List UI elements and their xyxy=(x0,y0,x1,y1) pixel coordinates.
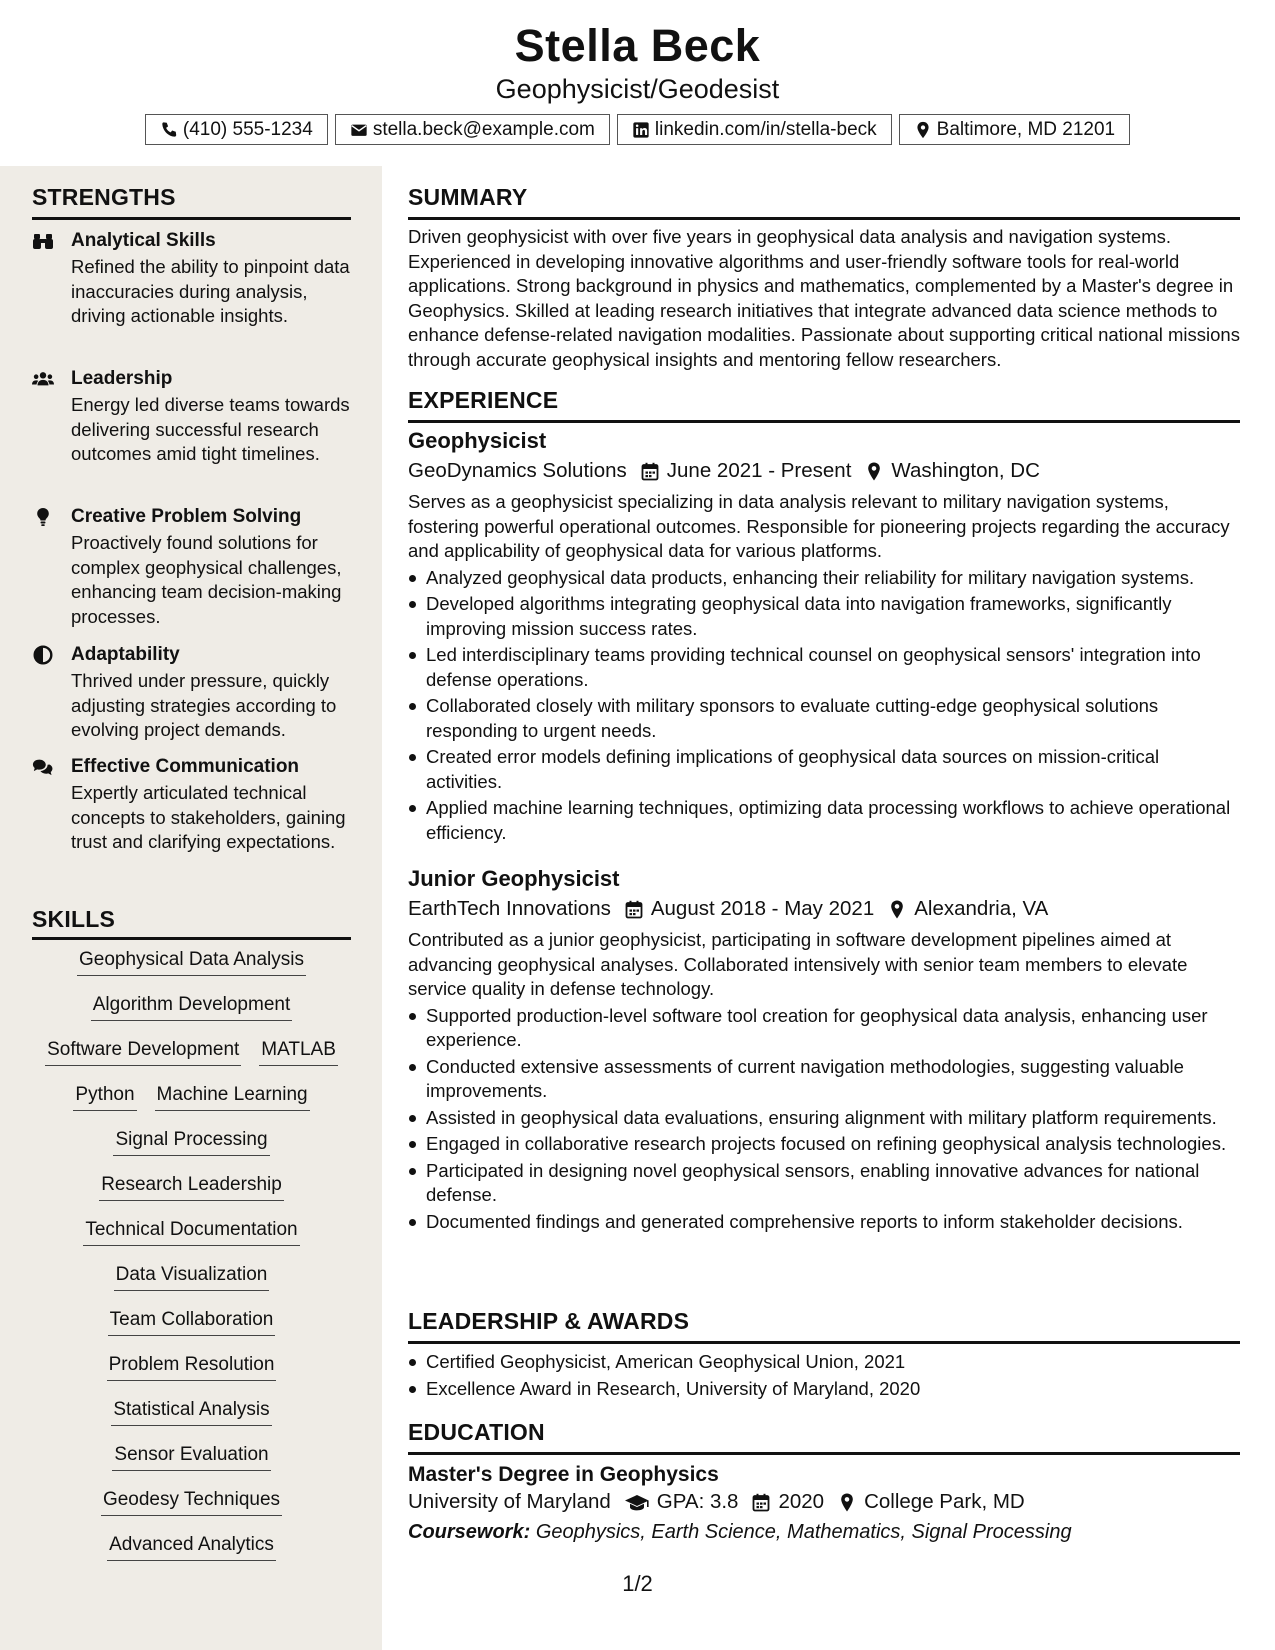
job-location: Washington, DC xyxy=(891,459,1040,482)
section-divider xyxy=(408,420,1240,423)
skill-tag: Algorithm Development xyxy=(91,993,292,1021)
binoculars-icon xyxy=(32,231,54,253)
skill-tag: MATLAB xyxy=(259,1038,338,1066)
contact-phone[interactable] xyxy=(145,114,328,145)
education-meta xyxy=(408,1490,1240,1514)
graduation-cap-icon xyxy=(625,1493,649,1512)
awards-title: LEADERSHIP & AWARDS xyxy=(408,1308,690,1334)
strengths-title: STRENGTHS xyxy=(32,184,176,210)
bullet-item: Analyzed geophysical data products, enhancing their reliability for military navigation systems. xyxy=(408,566,1240,591)
summary-title: SUMMARY xyxy=(408,184,528,210)
job-entry xyxy=(408,866,1240,1236)
strength-description: Refined the ability to pinpoint data inaccuracies during analysis, driving actionable insights. xyxy=(71,256,350,326)
education-location: College Park, MD xyxy=(864,1490,1025,1513)
bullet-item: Documented findings and generated comprehensive reports to inform stakeholder decisions. xyxy=(408,1210,1240,1235)
contact-email-text: stella.beck@example.com xyxy=(372,118,595,140)
degree-title: Master's Degree in Geophysics xyxy=(408,1463,719,1486)
job-dates: June 2021 - Present xyxy=(666,459,852,482)
calendar-icon xyxy=(752,1493,770,1512)
linkedin-icon xyxy=(632,121,650,139)
job-description: Contributed as a junior geophysicist, participating in software development pipelines aimed at advancing geophysical analyses. Collaborated intensively with senior team members to elevate service quality in defense technology. xyxy=(408,929,1188,999)
contact-linkedin-text: linkedin.com/in/stella-beck xyxy=(654,118,877,140)
skill-tag: Technical Documentation xyxy=(83,1218,299,1246)
job-bullets xyxy=(408,1004,1240,1235)
strength-title: Leadership xyxy=(71,368,173,389)
education-gpa: GPA: 3.8 xyxy=(656,1490,739,1513)
contact-location-text: Baltimore, MD 21201 xyxy=(936,118,1116,140)
coursework-list: Geophysics, Earth Science, Mathematics, Signal Processing xyxy=(535,1521,1072,1543)
skill-tag: Advanced Analytics xyxy=(107,1533,276,1561)
bullet-item: Supported production-level software tool creation for geophysical data analysis, enhancing user experience. xyxy=(408,1004,1240,1053)
bullet-item: Participated in designing novel geophysical sensors, enabling innovative advances for national defense. xyxy=(408,1159,1240,1208)
skill-tag: Sensor Evaluation xyxy=(112,1443,270,1471)
strength-title: Analytical Skills xyxy=(71,230,216,251)
section-divider xyxy=(408,217,1240,220)
skill-tag: Software Development xyxy=(45,1038,241,1066)
resume-header xyxy=(0,0,1275,166)
job-title: Geophysicist xyxy=(408,428,547,453)
job-meta xyxy=(408,897,1240,921)
bullet-item: Assisted in geophysical data evaluations, ensuring alignment with military platform requirements. xyxy=(408,1106,1240,1131)
experience-section-header xyxy=(408,387,1240,423)
summary-text: Driven geophysicist with over five years in geophysical data analysis and navigation systems. Experienced in developing innovative algorithms and user-friendly software tools for real-world applications. Strong background in physics and mathematics, complemented by a Master's degree in Geophysics. Skilled at leading research initiatives that integrate advanced data science methods to enhance defense-related navigation modalities. Passionate about supporting critical national missions through accurate geophysical insights and mentoring fellow researchers. xyxy=(408,226,1240,370)
job-description: Serves as a geophysicist specializing in data analysis relevant to military navigation systems, fostering powerful operational outcomes. Responsible for pioneering projects regarding the accuracy and applicability of geophysical data for various platforms. xyxy=(408,491,1230,561)
bullet-item: Created error models defining implications of geophysical data sources on mission-critical activities. xyxy=(408,745,1240,794)
skills-title: SKILLS xyxy=(32,906,115,932)
job-entry xyxy=(408,428,1240,847)
map-marker-icon xyxy=(914,121,932,139)
map-marker-icon xyxy=(838,1493,856,1512)
envelope-icon xyxy=(350,121,368,139)
bullet-item: Applied machine learning techniques, optimizing data processing workflows to achieve operational efficiency. xyxy=(408,796,1240,845)
school-name: University of Maryland xyxy=(408,1490,611,1513)
section-divider xyxy=(408,1341,1240,1344)
job-meta xyxy=(408,459,1240,483)
awards-list xyxy=(408,1350,1240,1401)
users-icon xyxy=(32,369,54,391)
skill-tag: Python xyxy=(73,1083,136,1111)
lightbulb-icon xyxy=(32,507,54,529)
skill-tag: Geodesy Techniques xyxy=(101,1488,282,1516)
calendar-icon xyxy=(625,900,643,919)
half-circle-icon xyxy=(32,645,54,667)
page-indicator: 1/2 xyxy=(622,1571,653,1596)
job-location: Alexandria, VA xyxy=(914,897,1049,920)
skill-tag: Geophysical Data Analysis xyxy=(77,948,306,976)
education-year: 2020 xyxy=(778,1490,825,1513)
bullet-item: Collaborated closely with military sponsors to evaluate cutting-edge geophysical solutions responding to urgent needs. xyxy=(408,694,1240,743)
coursework xyxy=(408,1521,1240,1544)
job-company: EarthTech Innovations xyxy=(408,897,611,920)
job-company: GeoDynamics Solutions xyxy=(408,459,627,482)
comments-icon xyxy=(32,757,54,779)
bullet-item: Engaged in collaborative research projects focused on refining geophysical analysis technologies. xyxy=(408,1132,1240,1157)
candidate-role: Geophysicist/Geodesist xyxy=(495,74,780,104)
strength-description: Energy led diverse teams towards delivering successful research outcomes amid tight timelines. xyxy=(71,394,350,464)
strength-description: Expertly articulated technical concepts to stakeholders, gaining trust and clarifying expectations. xyxy=(71,782,346,852)
section-divider xyxy=(32,217,351,220)
experience-title: EXPERIENCE xyxy=(408,387,559,413)
award-item: Certified Geophysicist, American Geophysical Union, 2021 xyxy=(408,1350,1240,1375)
map-marker-icon xyxy=(888,900,906,919)
education-section xyxy=(408,1419,1240,1544)
skill-tag: Team Collaboration xyxy=(108,1308,276,1336)
bullet-item: Led interdisciplinary teams providing technical counsel on geophysical sensors' integration into defense operations. xyxy=(408,643,1240,692)
summary-section xyxy=(408,184,1240,372)
awards-section xyxy=(408,1308,1240,1403)
bullet-item: Developed algorithms integrating geophysical data into navigation frameworks, significantly improving mission success rates. xyxy=(408,592,1240,641)
skill-tag: Statistical Analysis xyxy=(111,1398,271,1426)
strengths-section-header xyxy=(32,184,351,220)
coursework-label: Coursework: xyxy=(408,1521,531,1543)
contact-phone-text: (410) 555-1234 xyxy=(182,118,313,140)
contact-bar xyxy=(0,114,1275,145)
phone-icon xyxy=(160,121,178,139)
section-divider xyxy=(32,937,351,940)
award-item: Excellence Award in Research, University of Maryland, 2020 xyxy=(408,1377,1240,1402)
strength-title: Effective Communication xyxy=(71,756,300,777)
skill-tag: Signal Processing xyxy=(113,1128,269,1156)
candidate-name: Stella Beck xyxy=(514,20,761,71)
skills-section-header xyxy=(32,906,351,940)
job-title: Junior Geophysicist xyxy=(408,866,620,891)
strength-title: Adaptability xyxy=(71,644,180,665)
strength-description: Proactively found solutions for complex geophysical challenges, enhancing team decision-making processes. xyxy=(71,532,342,627)
contact-location[interactable] xyxy=(899,114,1130,145)
section-divider xyxy=(408,1452,1240,1455)
skill-tag: Data Visualization xyxy=(114,1263,270,1291)
map-marker-icon xyxy=(865,462,883,481)
job-dates: August 2018 - May 2021 xyxy=(650,897,875,920)
calendar-icon xyxy=(641,462,659,481)
contact-linkedin[interactable] xyxy=(617,114,892,145)
strength-title: Creative Problem Solving xyxy=(71,506,302,527)
skill-tag: Research Leadership xyxy=(99,1173,284,1201)
skill-tag: Problem Resolution xyxy=(107,1353,277,1381)
bullet-item: Conducted extensive assessments of current navigation methodologies, suggesting valuable improvements. xyxy=(408,1055,1240,1104)
skills-list xyxy=(32,948,351,1578)
contact-email[interactable] xyxy=(335,114,610,145)
education-title: EDUCATION xyxy=(408,1419,545,1445)
job-bullets xyxy=(408,566,1240,846)
skill-tag: Machine Learning xyxy=(155,1083,310,1111)
strength-description: Thrived under pressure, quickly adjusting strategies according to evolving project demands. xyxy=(71,670,337,740)
